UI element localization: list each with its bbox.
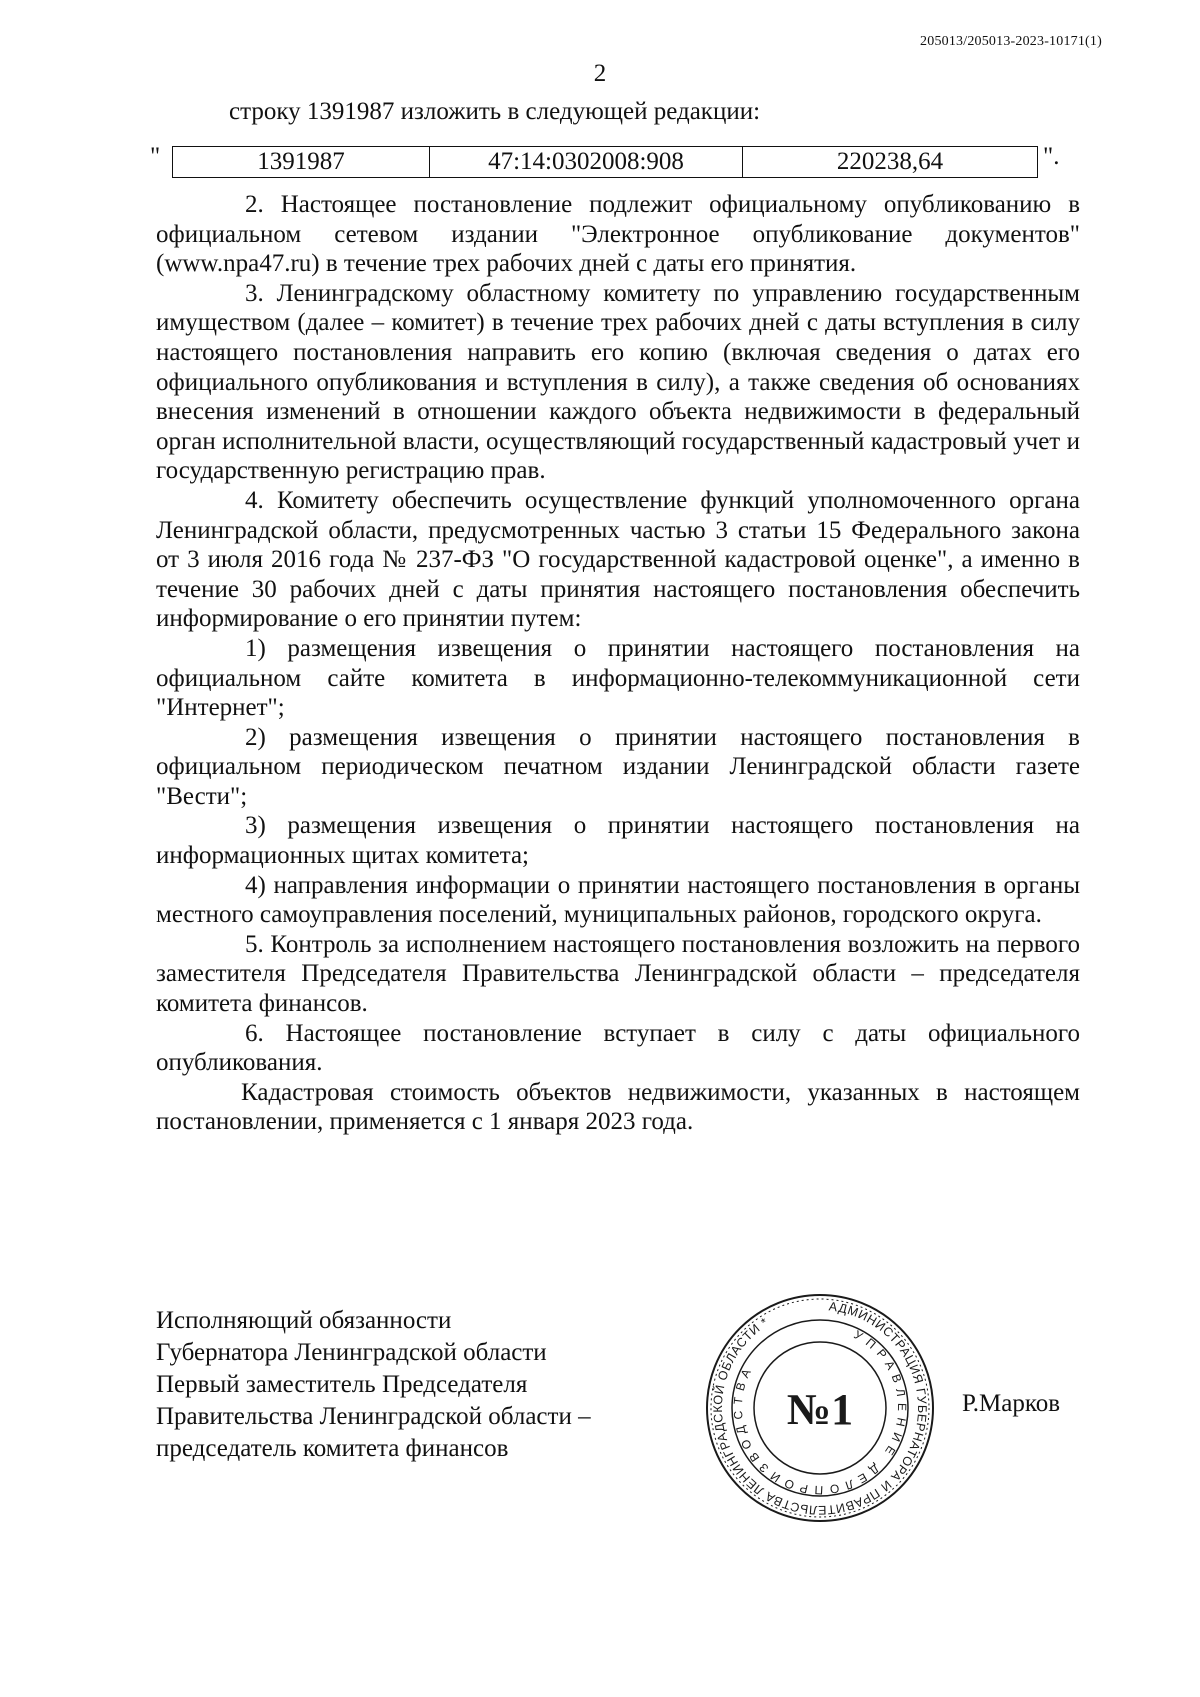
table-quote-close: ". xyxy=(1043,143,1060,170)
signatory-line: Исполняющий обязанности xyxy=(156,1307,452,1334)
document-id: 205013/205013-2023-10171(1) xyxy=(920,34,1102,49)
subitem-2: 2) размещения извещения о принятии настоящего постановления в официальном периодическом печатном издании Ленинградской области газете "Вести"; xyxy=(156,723,1080,810)
subitem-3: 3) размещения извещения о принятии настоящего постановления на информационных щитах комитета; xyxy=(156,812,1080,870)
page-number: 2 xyxy=(593,60,607,87)
table-quote-open: " xyxy=(150,143,161,170)
signatory-line: Губернатора Ленинградской области xyxy=(156,1339,547,1366)
signer-name: Р.Марков xyxy=(962,1390,1061,1417)
cadastral-value-cell: 220238,64 xyxy=(743,147,1038,178)
object-number-cell: 1391987 xyxy=(173,147,430,178)
signatory-line: Первый заместитель Председателя xyxy=(156,1371,528,1398)
paragraph-2: 2. Настоящее постановление подлежит официальному опубликованию в официальном сетевом издании "Электронное опубликование документов" (www.npa47.ru) в течение трех рабочих дней с даты его принятия. xyxy=(156,191,1080,278)
paragraph-5: 5. Контроль за исполнением настоящего постановления возложить на первого заместителя Председателя Правительства Ленинградской области – председателя комитета финансов. xyxy=(156,930,1080,1018)
signatory-line: председатель комитета финансов xyxy=(156,1435,509,1462)
seal-outer-text: АДМИНИСТРАЦИЯ ГУБЕРНАТОРА И ПРАВИТЕЛЬСТВА ЛЕНИНГРАДСКОЙ ОБЛАСТИ * xyxy=(710,1299,930,1518)
signatory-position xyxy=(156,1305,591,1465)
intro-line: строку 1391987 изложить в следующей редакции: xyxy=(229,98,761,125)
paragraph-4: 4. Комитету обеспечить осуществление функций уполномоченного органа Ленинградской области, предусмотренных частью 3 статьи 15 Федерального закона от 3 июля 2016 года № 237-ФЗ "О государственной кадастровой оценке", а именно в течение 30 рабочих дней с даты принятия настоящего постановления обеспечить информирование о его принятии путем: xyxy=(156,486,1080,633)
subitem-1: 1) размещения извещения о принятии настоящего постановления на официальном сайте комитета в информационно-телекоммуникационной сети "Интернет"; xyxy=(156,634,1080,722)
seal-inner-text: УПРАВЛЕНИЕ ДЕЛОПРОИЗВОДСТВА xyxy=(730,1327,910,1498)
closing-paragraph: Кадастровая стоимость объектов недвижимости, указанных в настоящем постановлении, применяется с 1 января 2023 года. xyxy=(156,1078,1080,1136)
cadastral-table xyxy=(172,146,1038,178)
paragraph-3: 3. Ленинградскому областному комитету по управлению государственным имуществом (далее – комитет) в течение трех рабочих дней с даты вступления в силу настоящего постановления направить его копию (включая сведения о датах его официального опубликования и вступления в силу), а также сведения об основаниях внесения изменений в отношении каждого объекта недвижимости в федеральный орган исполнительной власти, осуществляющий государственный кадастровый учет и государственную регистрацию прав. xyxy=(156,279,1080,485)
subitem-4: 4) направления информации о принятии настоящего постановления в органы местного самоуправления поселений, муниципальных районов, городского округа. xyxy=(156,871,1080,929)
document-body xyxy=(156,190,1080,1137)
official-seal-icon xyxy=(704,1292,936,1524)
cadastral-number-cell: 47:14:0302008:908 xyxy=(430,147,743,178)
seal-number: №1 xyxy=(786,1385,854,1434)
table-row xyxy=(173,147,1038,178)
paragraph-6: 6. Настоящее постановление вступает в силу с даты официального опубликования. xyxy=(156,1019,1080,1077)
signatory-line: Правительства Ленинградской области – xyxy=(156,1403,591,1430)
